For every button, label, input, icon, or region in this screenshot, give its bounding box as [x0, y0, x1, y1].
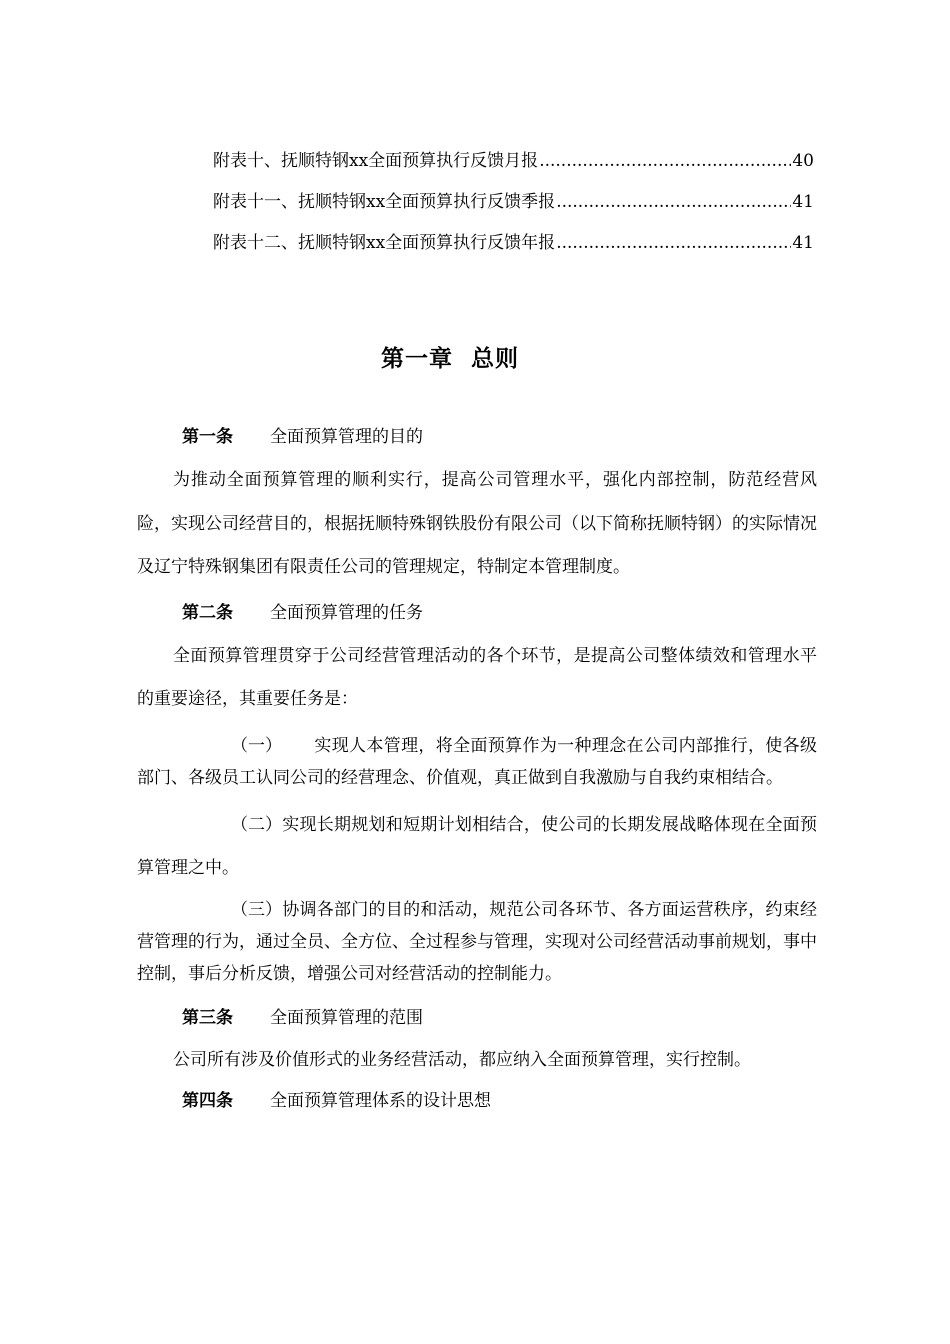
- article-title: 全面预算管理的任务: [270, 602, 423, 623]
- toc-entry-page: 40: [792, 151, 814, 171]
- toc-leader-dots: [556, 233, 791, 253]
- toc-entry-label: 附表十一、抚顺特钢xx全面预算执行反馈季报: [213, 192, 556, 212]
- list-item: [137, 894, 817, 990]
- toc-entry-page: 41: [792, 192, 814, 212]
- list-item-text: 实现长期规划和短期计划相结合，使公司的长期发展战略体现在全面预算管理之中。: [137, 814, 817, 878]
- list-item-text: 实现人本管理，将全面预算作为一种理念在公司内部推行，使各级部门、各级员工认同公司的经营理念、价值观，真正做到自我激励与自我约束相结合。: [137, 735, 817, 788]
- article-number: 第二条: [182, 602, 233, 623]
- list-item-marker: （三）: [231, 899, 282, 920]
- table-of-contents: [213, 146, 814, 269]
- toc-entry-page: 41: [792, 233, 814, 253]
- article-heading: [137, 1080, 817, 1123]
- toc-entry[interactable]: [213, 187, 814, 228]
- article-number: 第三条: [182, 1007, 233, 1028]
- article-paragraph: 全面预算管理贯穿于公司经营管理活动的各个环节，是提高公司整体绩效和管理水平的重要途径，其重要任务是：: [137, 645, 817, 709]
- toc-leader-dots: [539, 151, 791, 171]
- toc-entry-label: 附表十二、抚顺特钢xx全面预算执行反馈年报: [213, 233, 556, 253]
- chapter-body: [137, 416, 817, 1123]
- article-paragraph: 为推动全面预算管理的顺利实行，提高公司管理水平，强化内部控制，防范经营风险，实现公司经营目的，根据抚顺特殊钢铁股份有限公司（以下简称抚顺特钢）的实际情况及辽宁特殊钢集团有限责任公司的管理规定，特制定本管理制度。: [137, 470, 817, 577]
- chapter-title: 第一章 总则: [380, 345, 519, 372]
- toc-entry-label: 附表十、抚顺特钢xx全面预算执行反馈月报: [213, 151, 539, 171]
- article-title: 全面预算管理的范围: [270, 1007, 423, 1028]
- list-item-marker: （一）: [231, 735, 282, 756]
- article-heading: [137, 997, 817, 1040]
- list-item-text: 协调各部门的目的和活动，规范公司各环节、各方面运营秩序，约束经营管理的行为，通过全员、全方位、全过程参与管理，实现对公司经营活动事前规划，事中控制，事后分析反馈，增强公司对经营活动的控制能力。: [137, 899, 817, 984]
- article-title: 全面预算管理的目的: [270, 427, 423, 447]
- list-item-marker: （二）: [231, 814, 282, 835]
- article-number: 第四条: [182, 1090, 233, 1111]
- toc-entry[interactable]: [213, 146, 814, 187]
- article-title: 全面预算管理体系的设计思想: [270, 1090, 491, 1111]
- list-item: [137, 804, 817, 890]
- toc-leader-dots: [556, 192, 791, 212]
- toc-entry[interactable]: [213, 228, 814, 269]
- list-item: [137, 730, 817, 794]
- article-heading: [137, 416, 817, 459]
- article-paragraph: 公司所有涉及价值形式的业务经营活动，都应纳入全面预算管理，实行控制。: [173, 1049, 751, 1070]
- article-number: 第一条: [182, 427, 233, 447]
- article-heading: [137, 592, 817, 635]
